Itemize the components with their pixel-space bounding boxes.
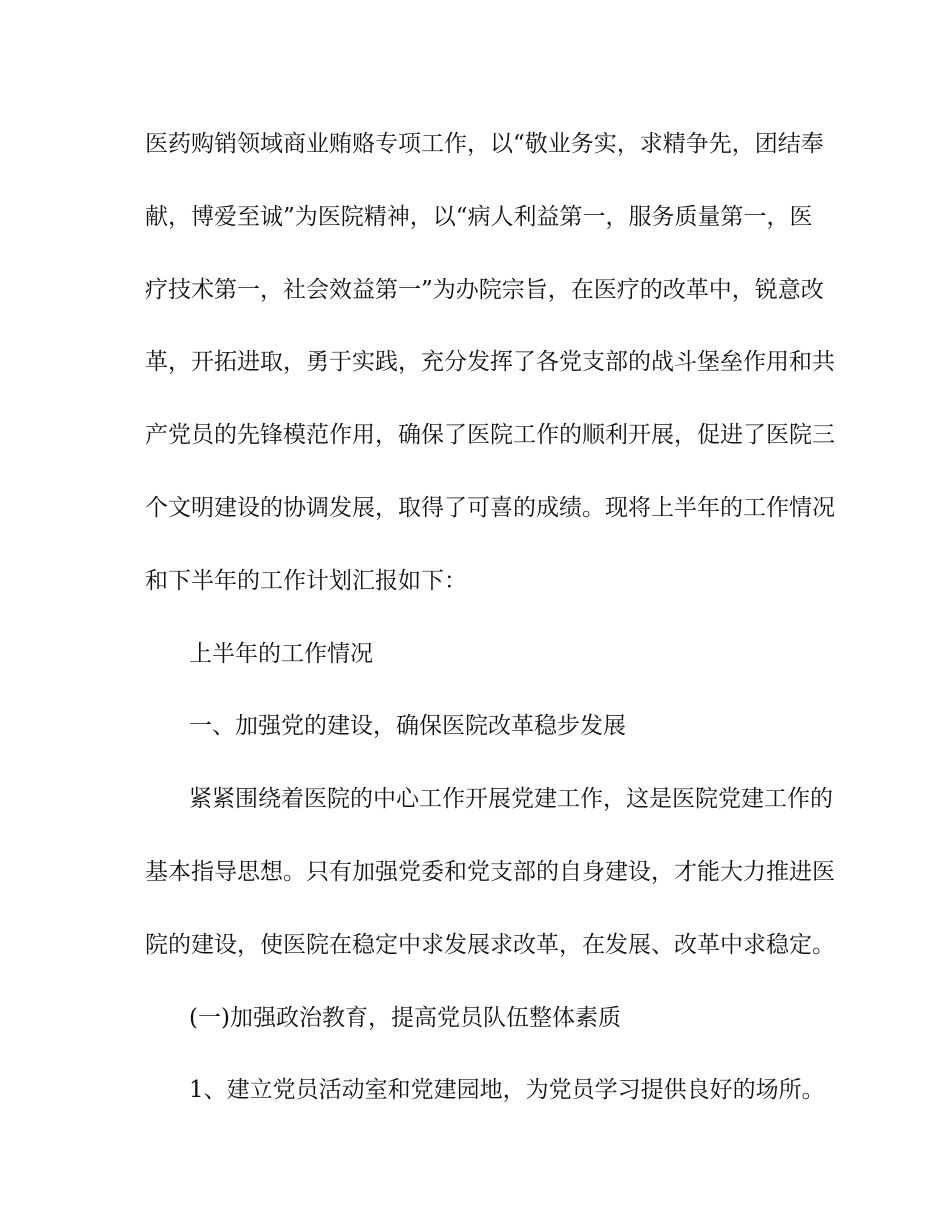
paragraph-line: 和下半年的工作计划汇报如下： — [145, 567, 467, 594]
list-item: 1、建立党员活动室和党建园地，为党员学习提供良好的场所。 — [189, 1077, 825, 1104]
paragraph-line: 院的建设，使医院在稳定中求发展求改革，在发展、改革中求稳定。 — [145, 931, 835, 958]
document-body — [145, 118, 835, 1137]
paragraph-line: 产党员的先锋模范作用，确保了医院工作的顺利开展，促进了医院三 — [145, 422, 835, 449]
paragraph-line: 基本指导思想。只有加强党委和党支部的自身建设，才能大力推进医 — [145, 858, 835, 885]
paragraph-line: 革，开拓进取，勇于实践，充分发挥了各党支部的战斗堡垒作用和共 — [145, 349, 835, 376]
paragraph-line: 紧紧围绕着医院的中心工作开展党建工作，这是医院党建工作的 — [189, 786, 833, 813]
paragraph-line: 医药购销领域商业贿赂专项工作，以“敬业务实，求精争先，团结奉 — [145, 131, 824, 157]
subsection-heading: (一)加强政治教育，提高党员队伍整体素质 — [189, 1004, 621, 1031]
paragraph-line: 个文明建设的协调发展，取得了可喜的成绩。现将上半年的工作情况 — [145, 494, 835, 521]
paragraph-line: 疗技术第一，社会效益第一”为办院宗旨，在医疗的改革中，锐意改 — [145, 276, 824, 303]
section-heading: 上半年的工作情况 — [189, 640, 373, 667]
paragraph-line: 献，博爱至诚”为医院精神，以“病人利益第一，服务质量第一，医 — [145, 203, 813, 230]
section-heading: 一、加强党的建设，确保医院改革稳步发展 — [189, 713, 626, 740]
